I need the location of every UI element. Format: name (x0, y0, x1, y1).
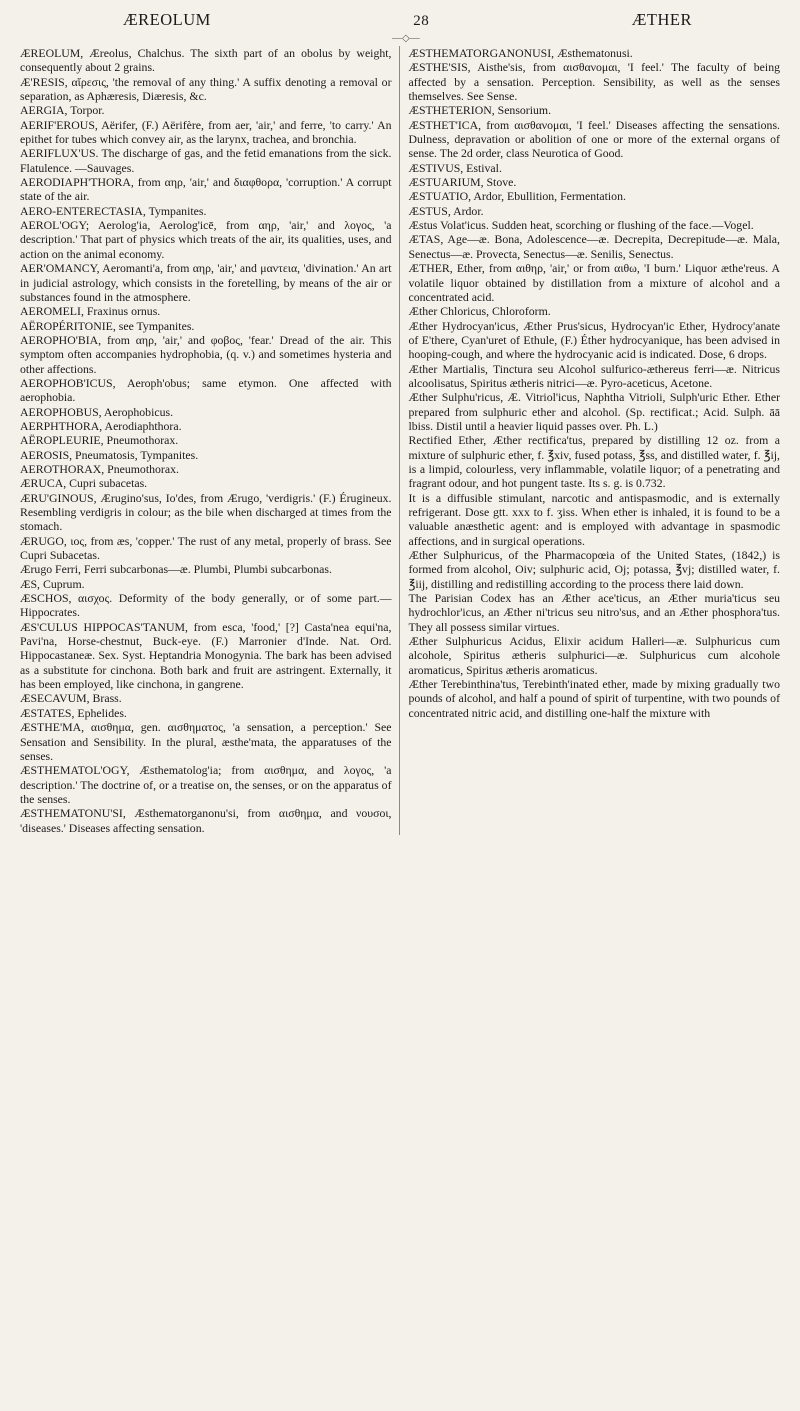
dictionary-entry: AEROSIS, Pneumatosis, Tympanites. (20, 447, 199, 462)
dictionary-entry: ÆSCHOS, αισχος. Deformity of the body generally, or of some part.—Hippocrates. (20, 591, 392, 620)
dictionary-entry: ÆSTHET'ICA, from αισθανομαι, 'I feel.' Diseases affecting the sensations. Dulness, depravation or abolition of one or more of the external organs of sense. The 2d order, class Neurotica of Good. (408, 117, 780, 161)
header-left-word: ÆREOLUM (123, 10, 211, 29)
dictionary-entry: ÆSECAVUM, Brass. (20, 691, 122, 706)
dictionary-entry: Rectified Ether, Æther rectifica'tus, prepared by distilling 12 oz. from a mixture of sulphuric ether, f. ℥xiv, fused potass, ℥ss, and distilled water, f. ℥ij, is a limpid, colourless, very inflammable, volatile liquor; of a penetrating and fragrant odour, and hot pungent taste. Its s. g. is 0.732. (408, 433, 780, 491)
right-column (408, 46, 781, 835)
dictionary-entry: AEROPHOBUS, Aerophobicus. (20, 404, 174, 419)
dictionary-entry: AËROPÉRITONIE, see Tympanites. (20, 318, 195, 333)
header-ornament: —◇— (392, 33, 420, 44)
page-number: 28 (413, 13, 430, 29)
dictionary-entry: ÆSTUARIUM, Stove. (408, 175, 517, 190)
dictionary-entry: AER'OMANCY, Aeromanti'a, from αηρ, 'air,' and μαντεια, 'divination.' An art in judicial astrology, which consists in the foretelling, by means of the air or substances found in the atmosphere. (20, 261, 392, 304)
dictionary-entry: ÆSTHE'MA, αισθημα, gen. αισθηματος, 'a sensation, a perception.' See Sensation and Sensibility. In the plural, æsthe'mata, the apparatuses of the senses. (20, 720, 392, 763)
dictionary-entry: Æstus Volat'icus. Sudden heat, scorching or flushing of the face.—Vogel. (408, 218, 754, 233)
dictionary-entry: ÆS'CULUS HIPPOCAS'TANUM, from esca, 'food,' [?] Casta'nea equi'na, Pavi'na, Horse-chestnut, Buck-eye. (F.) Marronier d'Inde. Nat. Ord. Hippocastaneæ. Sex. Syst. Heptandria Monogynia. The bark has been advised as a substitute for cinchona. Both bark and fruit are astringent. Externally, it has been employed, like cinchona, in gangrene. (20, 619, 392, 692)
dictionary-entry: It is a diffusible stimulant, narcotic and antispasmodic, and is externally refrigerant. Dose gtt. xxx to f. ʒiss. When ether is inhaled, it is found to be a valuable anæsthetic agent: and is employed with advantage in spasmodic affections, and in surgical operations. (408, 490, 780, 548)
dictionary-entry: Æther Martialis, Tinctura seu Alcohol sulfurico-æthereus ferri—æ. Nitricus alcoolisatus, Spiritus ætheris nitrici—æ. Pyro-aceticus, Acetone. (408, 361, 780, 390)
dictionary-entry: ÆSTHE'SIS, Aisthe'sis, from αισθανομαι, 'I feel.' The faculty of being affected by a sensation. Perception. Sensibility, as well as the senses themselves. See Sense. (408, 60, 780, 104)
dictionary-entry: ÆSTIVUS, Estival. (408, 160, 502, 175)
dictionary-entry: ÆSTHETERION, Sensorium. (408, 103, 552, 118)
dictionary-entry: AEROPHOB'ICUS, Aeroph'obus; same etymon. One affected with aerophobia. (20, 375, 392, 405)
dictionary-entry: AERGIA, Torpor. (20, 103, 105, 118)
dictionary-entry: AERO-ENTERECTASIA, Tympanites. (20, 203, 207, 218)
dictionary-entry: AERIF'EROUS, Aërifer, (F.) Aërifère, from aer, 'air,' and ferre, 'to carry.' An epithet for tubes which convey air, as the larynx, trachea, and bronchia. (20, 117, 392, 147)
text-columns (20, 46, 780, 835)
dictionary-entry: ÆSTHEMATORGANONUSI, Æsthematonusi. (408, 46, 633, 60)
dictionary-entry: Æther Sulphuricus, of the Pharmacopœia of the United States, (1842,) is formed from alcohol, Oiv; sulphuric acid, Oj; potassa, ℥vj; distilled water, f. ℥iij, distilling and redistilling according to the process there laid down. (408, 548, 780, 591)
dictionary-entry: AEROTHORAX, Pneumothorax. (20, 461, 179, 476)
dictionary-entry: AERPHTHORA, Aerodiaphthora. (20, 418, 182, 433)
dictionary-entry: AEROPHO'BIA, from αηρ, 'air,' and φοβος, 'fear.' Dread of the air. This symptom often accompanies hydrophobia, (q. v.) and sometimes hysteria and other affections. (20, 332, 392, 376)
dictionary-entry: ÆSTHEMATOL'OGY, Æsthematolog'ia; from αισθημα, and λογος, 'a description.' The doctrine of, or a treatise on, the senses, or on the apparatus of the senses. (20, 763, 392, 806)
dictionary-entry: ÆRUGO, ιος, from æs, 'copper.' The rust of any metal, properly of brass. See Cupri Subacetas. (20, 533, 392, 563)
dictionary-entry: AEROMELI, Fraxinus ornus. (20, 304, 161, 319)
dictionary-entry: Æther Hydrocyan'icus, Æther Prus'sicus, Hydrocyan'ic Ether, Hydrocy'anate of E'there, Cyan'uret of Ethule, (F.) Éther hydrocyanique, has been advised in hooping-cough, and where the hydrocyanic acid is indicated. Dose, 6 drops. (408, 318, 780, 362)
dictionary-entry: AËROPLEURIE, Pneumothorax. (20, 433, 179, 448)
dictionary-entry: AEROL'OGY; Aerolog'ia, Aerolog'icē, from αηρ, 'air,' and λογος, 'a description.' That part of physics which treats of the air, its qualities, uses, and action on the animal economy. (20, 218, 392, 261)
dictionary-entry: Æther Sulphu'ricus, Æ. Vitriol'icus, Naphtha Vitrioli, Sulph'uric Ether. Ether prepared from sulphuric ether and alcohol. (Sp. rectificat.; Acid. Sulph. āā lbiss. Distil until a heavier liquid passes over. Ph. L.) (408, 390, 780, 433)
dictionary-entry: Æther Chloricus, Chloroform. (408, 304, 551, 319)
dictionary-entry: ÆRU'GINOUS, Ærugino'sus, Io'des, from Ærugo, 'verdigris.' (F.) Érugineux. Resembling verdigris in colour; as the bile when discharged at times from the stomach. (20, 490, 392, 534)
dictionary-entry: Æther Terebinthina'tus, Terebinth'inated ether, made by mixing gradually two pounds of alcohol, and half a pound of spirit of turpentine, with two pounds of concentrated nitric acid, and distilling one-half the mixture with (408, 677, 780, 720)
dictionary-entry: ÆRUCA, Cupri subacetas. (20, 476, 148, 491)
dictionary-entry: AERODIAPH'THORA, from αηρ, 'air,' and διαφθορα, 'corruption.' A corrupt state of the air. (20, 175, 392, 204)
header-right-word: ÆTHER (631, 10, 692, 29)
dictionary-entry: ÆTAS, Age—æ. Bona, Adolescence—æ. Decrepita, Decrepitude—æ. Mala, Senectus—æ. Provecta, Senectus—æ. Senilis, Senectus. (408, 232, 780, 261)
dictionary-entry: ÆSTATES, Ephelides. (20, 705, 127, 720)
dictionary-entry: Æ'RESIS, αἵρεσις, 'the removal of any thing.' A suffix denoting a removal or separation, as Aphæresis, Diæresis, &c. (20, 74, 392, 104)
dictionary-entry: ÆTHER, Ether, from αιθηρ, 'air,' or from αιθω, 'I burn.' Liquor æthe'reus. A volatile liquor obtained by distillation from a mixture of alcohol and a concentrated acid. (408, 261, 780, 304)
dictionary-entry: Ærugo Ferri, Ferri subcarbonas—æ. Plumbi, Plumbi subcarbonas. (20, 562, 332, 577)
dictionary-entry: ÆSTHEMATONU'SI, Æsthematorganonu'si, from αισθημα, and νουσοι, 'diseases.' Diseases affecting sensation. (20, 806, 392, 835)
dictionary-entry: Æther Sulphuricus Acidus, Elixir acidum Halleri—æ. Sulphuricus cum alcohole, Spiritus ætheris sulphurici—æ. Sulphuricus cum alcohole aromaticus, Spiritus ætheris aromaticus. (408, 634, 780, 677)
dictionary-entry: AERIFLUX'US. The discharge of gas, and the fetid emanations from the sick. Flatulence. —Sauvages. (20, 146, 392, 175)
dictionary-entry: ÆS, Cuprum. (20, 576, 85, 591)
dictionary-entry: The Parisian Codex has an Æther ace'ticus, an Æther muria'ticus seu hydrochlor'icus, an Æther ni'tricus seu nitro'sus, and an Æther phosphora'tus. They all possess similar virtues. (408, 591, 780, 634)
dictionary-entry: ÆSTUATIO, Ardor, Ebullition, Fermentation. (408, 189, 626, 204)
dictionary-entry: ÆSTUS, Ardor. (408, 203, 484, 218)
left-column (20, 46, 400, 835)
dictionary-entry: ÆREOLUM, Æreolus, Chalchus. The sixth part of an obolus by weight, consequently about 2 grains. (20, 46, 392, 75)
